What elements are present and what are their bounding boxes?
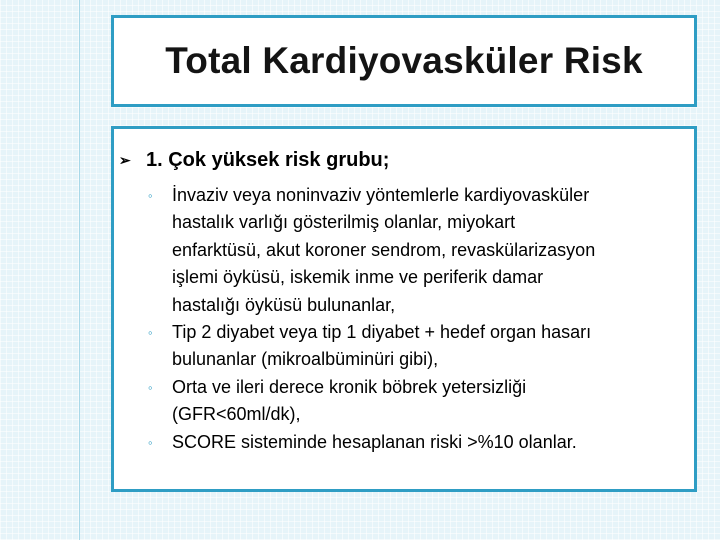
ring-bullet-icon: ◦ (148, 325, 153, 341)
list-item-line: Orta ve ileri derece kronik böbrek yetersizliği (172, 376, 527, 397)
risk-criteria-list (144, 182, 694, 456)
list-item-line: Tip 2 diyabet veya tip 1 diyabet + hedef organ hasarı (172, 322, 592, 343)
list-item-line: işlemi öyküsü, iskemik inme ve periferik damar (172, 267, 544, 288)
list-item-line: SCORE sisteminde hesaplanan riski >%10 olanlar. (172, 431, 577, 452)
list-item-line: hastalığı öyküsü bulunanlar, (172, 294, 396, 315)
list-item (144, 319, 694, 374)
decorative-left-rule (79, 0, 80, 540)
list-item-line: hastalık varlığı gösterilmiş olanlar, miyokart (172, 212, 516, 233)
list-item (144, 374, 694, 429)
content-box (111, 126, 697, 492)
heading-row (119, 149, 389, 172)
list-item (144, 429, 694, 456)
title-box (111, 15, 697, 107)
ring-bullet-icon: ◦ (148, 434, 153, 450)
list-item-line: İnvaziv veya noninvaziv yöntemlerle kardiyovasküler (172, 185, 590, 205)
list-item (144, 182, 694, 319)
list-item-line: (GFR<60ml/dk), (172, 404, 301, 425)
slide-title: Total Kardiyovasküler Risk (165, 40, 643, 81)
list-item-line: bulunanlar (mikroalbüminüri gibi), (172, 349, 439, 370)
heading-text: 1. Çok yüksek risk grubu; (146, 149, 390, 171)
ring-bullet-icon: ◦ (148, 379, 153, 395)
ring-bullet-icon: ◦ (148, 188, 153, 203)
arrow-bullet-icon: ➢ (119, 152, 131, 168)
list-item-line: enfarktüsü, akut koroner sendrom, revaskülarizasyon (172, 239, 596, 260)
